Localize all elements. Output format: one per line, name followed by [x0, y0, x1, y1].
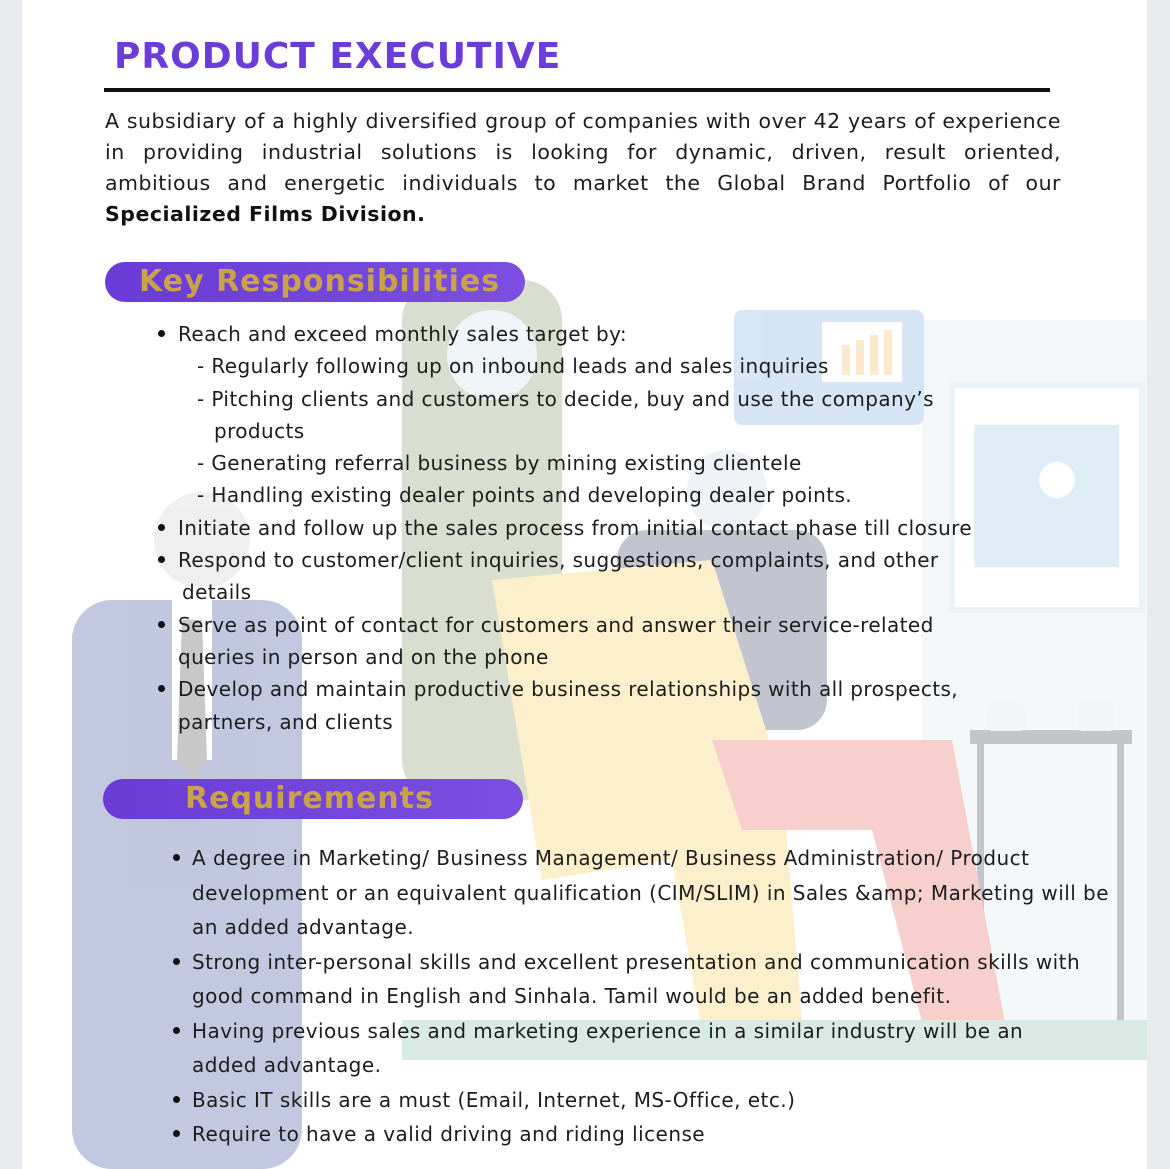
- document-page: [22, 0, 1147, 1169]
- list-item: - Handling existing dealer points and developing dealer points.: [197, 483, 853, 508]
- list-item: - Generating referral business by mining existing clientele: [197, 451, 802, 476]
- intro-paragraph: [105, 106, 1061, 230]
- list-item: Having previous sales and marketing experience in a similar industry will be an added advantage.: [192, 1014, 1132, 1083]
- list-item: Serve as point of contact for customers and answer their service-related queries in person and on the phone: [178, 609, 1038, 674]
- responsibilities-list: [178, 318, 1038, 738]
- requirements-label: Requirements: [185, 781, 434, 816]
- list-item: - Regularly following up on inbound leads and sales inquiries: [197, 354, 829, 379]
- list-item: Require to have a valid driving and riding license: [192, 1117, 1132, 1152]
- list-item: Initiate and follow up the sales process from initial contact phase till closure: [178, 512, 1038, 544]
- key-responsibilities-heading: [105, 262, 525, 302]
- list-item: Reach and exceed monthly sales target by:: [178, 318, 1038, 350]
- list-item: Strong inter-personal skills and excellent presentation and communication skills with good command in English and Sinhala. Tamil would be an added benefit.: [192, 945, 1132, 1014]
- intro-division: Specialized Films Division.: [105, 202, 426, 226]
- requirements-list: [192, 841, 1132, 1152]
- intro-text: A subsidiary of a highly diversified group of companies with over 42 years of experience in providing industrial solutions is looking for dynamic, driven, result oriented, ambitious and energetic individuals to market the Global Brand Portfolio of our: [105, 109, 1061, 195]
- title-underline: [104, 88, 1050, 92]
- list-item: Respond to customer/client inquiries, suggestions, complaints, and other: [178, 544, 1038, 576]
- requirements-heading: [103, 779, 523, 819]
- key-responsibilities-label: Key Responsibilities: [139, 264, 501, 299]
- list-item: details: [182, 580, 252, 605]
- page-title: PRODUCT EXECUTIVE: [114, 36, 562, 77]
- list-item: A degree in Marketing/ Business Management/ Business Administration/ Product development or an equivalent qualification (CIM/SLIM) in Sales &amp; Marketing will be an added advantage.: [192, 841, 1132, 945]
- list-item: Basic IT skills are a must (Email, Internet, MS-Office, etc.): [192, 1083, 1132, 1118]
- list-item: - Pitching clients and customers to decide, buy and use the company’s products: [197, 386, 934, 443]
- list-item: Develop and maintain productive business relationships with all prospects, partners, and clients: [178, 673, 1038, 738]
